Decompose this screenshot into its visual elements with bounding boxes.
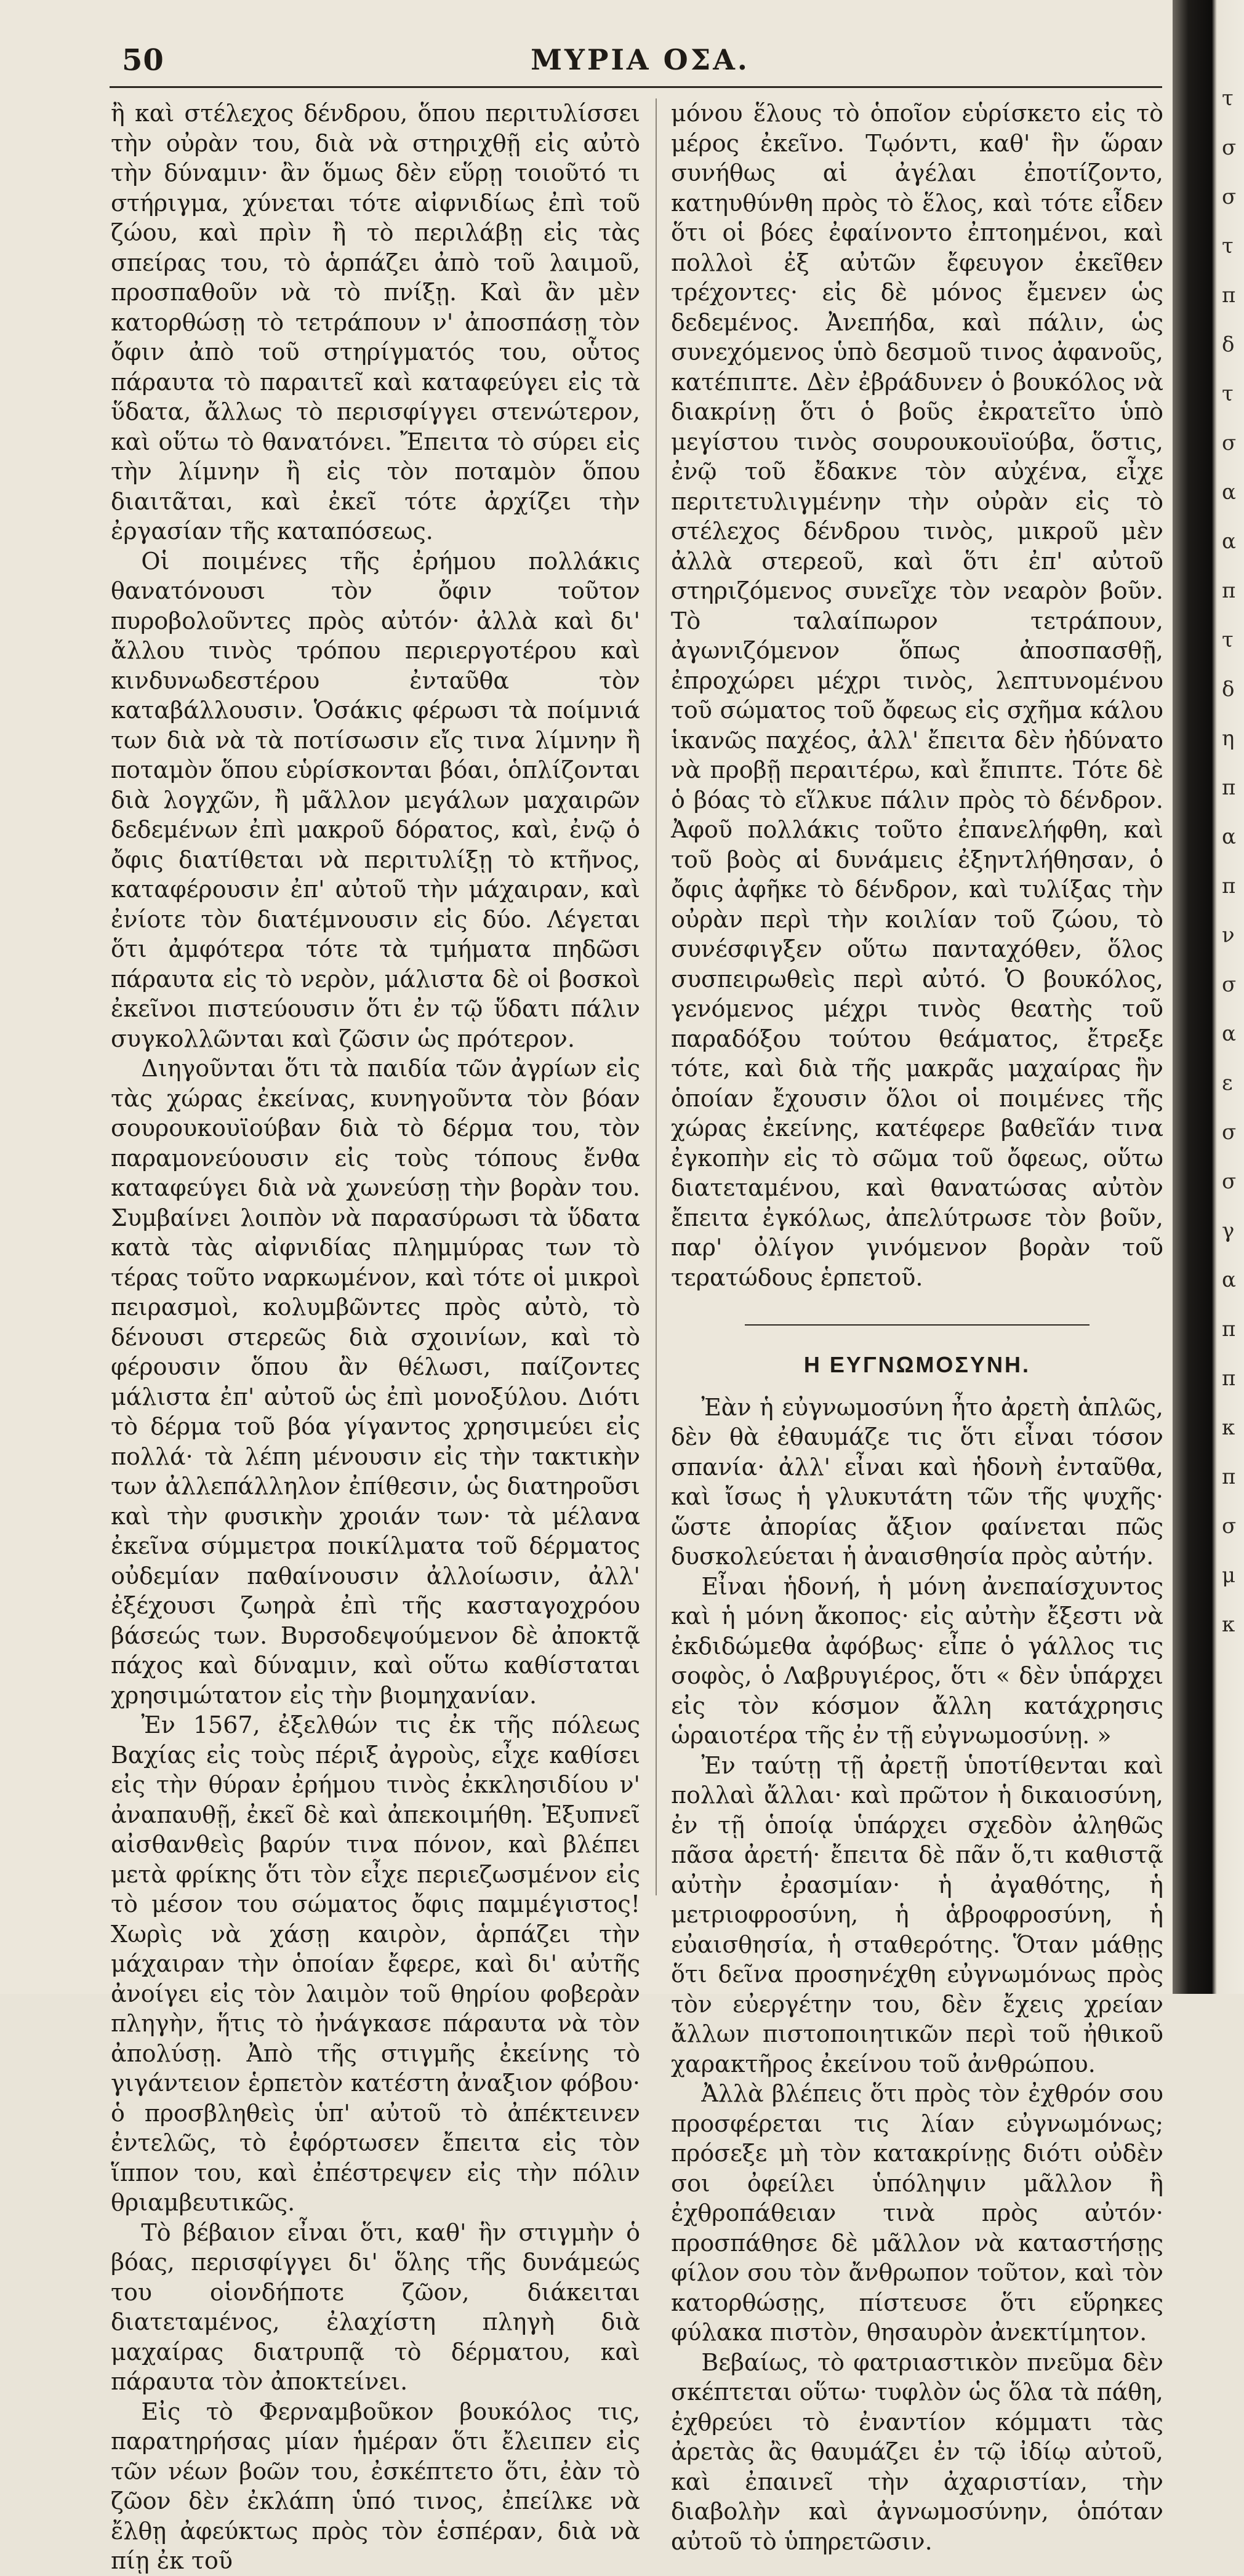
- paragraph: Διηγοῦνται ὅτι τὰ παιδία τῶν ἀγρίων εἰς τὰς χώρας ἐκείνας, κυνηγοῦντα τὸν βόαν σουρουκουϊούβαν διὰ τὸ δέρμα του, τὸν παραμονεύουσιν εἰς τοὺς τόπους ἔνθα καταφεύγει διὰ νὰ χωνεύσῃ τὴν βορὰν του. Συμβαίνει λοιπὸν νὰ παρασύρωσι τὰ ὕδατα κατὰ τὰς αἰφνιδίας πλημμύρας των τὸ τέρας τοῦτο ναρκωμένον, καὶ τότε οἱ μικροὶ πειρασμοὶ, κολυμβῶντες πρὸς αὐτὸ, τὸ δένουσι στερεῶς διὰ σχοινίων, καὶ τὸ φέρουσιν ὅπου ἂν θέλωσι, παίζοντες μάλιστα ἐπ' αὐτοῦ ὡς ἐπὶ μονοξύλου. Διότι τὸ δέρμα τοῦ βόα γίγαντος χρησιμεύει εἰς πολλά· τὰ λέπη μένουσιν εἰς τὴν τακτικὴν των ἀλλεπάλληλον ἐπίθεσιν, ὡς διατηροῦσι καὶ τὴν φυσικὴν χροιάν των· τὰ μέλανα ἐκεῖνα σύμμετρα ποικίλματα τοῦ δέρματος οὐδεμίαν παθαίνουσιν ἀλλοίωσιν, ἀλλ' ἐξέχουσι ζωηρὰ ἐπὶ τῆς κασταγοχρόου βάσεώς των. Βυρσοδεψούμενον δὲ ἀποκτᾷ πάχος καὶ δύναμιν, καὶ οὕτω καθίσταται χρησιμώτατον εἰς τὴν βιομηχανίαν.: [111, 1055, 640, 1709]
- paragraph: Ἀλλὰ βλέπεις ὅτι πρὸς τὸν ἐχθρόν σου προσφέρεται τις λίαν εὐγνωμόνως; πρόσεξε μὴ τὸν κατακρίνῃς διότι οὐδὲν σοι ὀφείλει ὑπόληψιν μᾶλλον ἢ ἐχθροπάθειαν τινὰ πρὸς αὐτόν· προσπάθησε δὲ μᾶλλον νὰ καταστήσῃς φίλον σου τὸν ἄνθρωπον τοῦτον, καὶ τὸν κατορθώσῃς, πίστευσε ὅτι εὕρηκες φύλακα πιστὸν, θησαυρὸν ἀνεκτίμητον.: [671, 2080, 1163, 2346]
- paragraph: ἢ καὶ στέλεχος δένδρου, ὅπου περιτυλίσσει τὴν οὐρὰν του, διὰ νὰ στηριχθῇ εἰς αὐτὸ τὴν δύναμιν· ἂν ὅμως δὲν εὕρῃ τοιοῦτό τι στήριγμα, χύνεται τότε αἰφνιδίως ἐπὶ τοῦ ζώου, καὶ πρὶν ἢ τὸ περιλάβῃ εἰς τὰς σπείρας του, τὸ ἁρπάζει ἀπὸ τοῦ λαιμοῦ, προσπαθοῦν νὰ τὸ πνίξῃ. Καὶ ἂν μὲν κατορθώσῃ τὸ τετράπουν ν' ἀποσπάσῃ τὸν ὄφιν ἀπὸ τοῦ στηρίγματός του, οὗτος πάραυτα τὸ παραιτεῖ καὶ καταφεύγει εἰς τὰ ὕδατα, ἄλλως τὸ περισφίγγει στενώτερον, καὶ οὕτω τὸ θανατόνει. Ἔπειτα τὸ σύρει εἰς τὴν λίμνην ἢ εἰς τὸν ποταμὸν ὅπου διαιτᾶται, καὶ ἐκεῖ τότε ἀρχίζει τὴν ἐργασίαν τῆς καταπόσεως.: [111, 100, 640, 545]
- paragraph: μόνου ἕλους τὸ ὁποῖον εὑρίσκετο εἰς τὸ μέρος ἐκεῖνο. Τῳόντι, καθ' ἣν ὥραν συνήθως αἱ ἀγέλαι ἐποτίζοντο, κατηυθύνθη πρὸς τὸ ἕλος, καὶ τότε εἶδεν ὅτι οἱ βόες ἐφαίνοντο ἐπτοημένοι, καὶ πολλοὶ ἐξ αὐτῶν ἔφευγον ἐκεῖθεν τρέχοντες· εἰς δὲ μόνος ἔμενεν ὡς δεδεμένος. Ἀνεπήδα, καὶ πάλιν, ὡς συνεχόμενος ὑπὸ δεσμοῦ τινος ἀφανοῦς, κατέπιπτε. Δὲν ἐβράδυνεν ὁ βουκόλος νὰ διακρίνῃ ὅτι ὁ βοῦς ἐκρατεῖτο ὑπὸ μεγίστου τινὸς σουρουκουϊούβα, ὅστις, ἐνῷ τοῦ ἔδακνε τὸν αὐχένα, εἶχε περιτετυλιγμένην τὴν οὐρὰν εἰς τὸ στέλεχος δένδρου τινὸς, μικροῦ μὲν ἀλλὰ στερεοῦ, καὶ ὅτι ἐπ' αὐτοῦ στηριζόμενος συνεῖχε τὸν νεαρὸν βοῦν. Τὸ ταλαίπωρον τετράπουν, ἀγωνιζόμενον ὅπως ἀποσπασθῇ, ἐπροχώρει μέχρι τινὸς, λεπτυνομένου τοῦ σώματος τοῦ ὄφεως εἰς σχῆμα κάλου ἱκανῶς παχέος, ἀλλ' ἔπειτα δὲν ἠδύνατο νὰ προβῇ περαιτέρω, καὶ ἔπιπτε. Τότε δὲ ὁ βόας τὸ εἵλκυε πάλιν πρὸς τὸ δένδρον. Ἀφοῦ πολλάκις τοῦτο ἐπανελήφθη, καὶ τοῦ βοὸς αἱ δυνάμεις ἐξηντλήθησαν, ὁ ὄφις ἀφῆκε τὸ δένδρον, καὶ τυλίξας τὴν οὐρὰν περὶ τὴν κοιλίαν τοῦ ζώου, τὸ συνέσφιγξεν οὕτω πανταχόθεν, ὅλος συσπειρωθεὶς περὶ αὐτό. Ὁ βουκόλος, γενόμενος μέχρι τινὸς θεατὴς τοῦ παραδόξου τούτου θεάματος, ἔτρεξε τότε, καὶ διὰ τῆς μακρᾶς μαχαίρας ἣν ὁποίαν ἔχουσιν ὅλοι οἱ ποιμένες τῆς χώρας ἐκείνης, κατέφερε βαθεῖάν τινα ἐγκοπὴν εἰς τὸ σῶμα τοῦ ὄφεως, οὕτω διατεταμένου, καὶ θανατώσας αὐτὸν ἔπειτα ἐγκόλως, ἀπελύτρωσε τὸν βοῦν, παρ' ὀλίγον γινόμενον βορὰν τοῦ τερατώδους ἑρπετοῦ.: [671, 100, 1163, 1291]
- paragraph: Ἐν 1567, ἐξελθών τις ἐκ τῆς πόλεως Βαχίας εἰς τοὺς πέριξ ἀγροὺς, εἶχε καθίσει εἰς τὴν θύραν ἐρήμου τινὸς ἐκκλησιδίου ν' ἀναπαυθῇ, ἐκεῖ δὲ καὶ ἀπεκοιμήθη. Ἐξυπνεῖ αἰσθανθεὶς βαρύν τινα πόνον, καὶ βλέπει μετὰ φρίκης ὅτι τὸν εἶχε περιεζωσμένον εἰς τὸ μέσον του σώματος ὄφις παμμέγιστος! Χωρὶς νὰ χάσῃ καιρὸν, ἁρπάζει τὴν μάχαιραν τὴν ὁποίαν ἔφερε, καὶ δι' αὐτῆς ἀνοίγει εἰς τὸν λαιμὸν τοῦ θηρίου φοβερὰν πληγὴν, ἥτις τὸ ἠνάγκασε πάραυτα νὰ τὸν ἀπολύσῃ. Ἀπὸ τῆς στιγμῆς ἐκείνης τὸ γιγάντειον ἑρπετὸν κατέστη ἀναξιον φόβου· ὁ προσβληθεὶς ὑπ' αὐτοῦ τὸ ἀπέκτεινεν ἐντελῶς, τὸ ἐφόρτωσεν ἔπειτα εἰς τὸν ἵππον του, καὶ ἐπέστρεψεν εἰς τὴν πόλιν θριαμβευτικῶς.: [111, 1711, 640, 2216]
- page-number: 50: [122, 43, 164, 78]
- paragraph: Εἰς τὸ Φερναμβοῦκον βουκόλος τις, παρατηρήσας μίαν ἡμέραν ὅτι ἔλειπεν εἰς τῶν νέων βοῶν του, ἐσκέπτετο ὅτι, ἐὰν τὸ ζῶον δὲν ἐκλάπη ὑπό τινος, ἐπείλκε νὰ ἔλθῃ ἀφεύκτως πρὸς τὸν ἑσπέραν, διὰ νὰ πίῃ ἐκ τοῦ: [111, 2398, 640, 2574]
- paragraph: Εἶναι ἡδονή, ἡ μόνη ἀνεπαίσχυντος καὶ ἡ μόνη ἄκοπος· εἰς αὐτὴν ἔξεστι νὰ ἐκδιδώμεθα ἀφόβως· εἶπε ὁ γάλλος τις σοφὸς, ὁ Λαβρυγιέρος, ὅτι « δὲν ὑπάρχει εἰς τὸν κόσμον ἄλλη κατάχρησις ὡραιοτέρα τῆς ἐν τῇ εὐγνωμοσύνῃ. »: [671, 1572, 1163, 1749]
- section-rule: [745, 1324, 1090, 1326]
- paragraph: Ἐν ταύτῃ τῇ ἀρετῇ ὑποτίθενται καὶ πολλαὶ ἄλλαι· καὶ πρῶτον ἡ δικαιοσύνη, ἐν τῇ ὁποίᾳ ὑπάρχει σχεδὸν ἀληθῶς πᾶσα ἀρετή· ἔπειτα δὲ πᾶν ὅ,τι καθιστᾷ αὐτὴν ἐρασμίαν· ἡ ἀγαθότης, ἡ μετριοφροσύνη, ἡ ἁβροφροσύνη, ἡ εὐαισθησία, ἡ σταθερότης. Ὅταν μάθῃς ὅτι δεῖνα προσηνέχθη εὐγνωμόνως πρὸς τὸν εὐεργέτην του, δὲν ἔχεις χρείαν ἄλλων πιστοποιητικῶν περὶ τοῦ ἠθικοῦ χαρακτῆρος ἐκείνου τοῦ ἀνθρώπου.: [671, 1751, 1163, 2078]
- running-title: ΜΥΡΙΑ ΟΣΑ.: [531, 43, 750, 76]
- page-header: [117, 43, 1163, 80]
- right-column: [671, 98, 1163, 2556]
- section-title: Η ΕΥΓΝΩΜΟΣΥΝΗ.: [803, 1352, 1031, 1377]
- next-page-fragments: τ σ σ τ π δ τ σ α α π τ δ η π α π ν σ α ε σ σ γ α π π κ π σ μ κ: [1222, 86, 1237, 1637]
- column-divider: [656, 98, 657, 1895]
- paragraph: Ἐὰν ἡ εὐγνωμοσύνη ἦτο ἀρετὴ ἁπλῶς, δὲν θὰ ἐθαυμάζε τις ὅτι εἶναι τόσον σπανία· ἀλλ' εἶναι καὶ ἡδονὴ ἐνταῦθα, καὶ ἴσως ἡ γλυκυτάτη τῶν τῆς ψυχῆς· ὥστε ἀπορίας ἄξιον φαίνεται πῶς δυσκολεύεται ἡ ἀναισθησία πρὸς αὐτήν.: [671, 1393, 1163, 1570]
- paragraph: Οἱ ποιμένες τῆς ἐρήμου πολλάκις θανατόνουσι τὸν ὄφιν τοῦτον πυροβολοῦντες πρὸς αὐτόν· ἀλλὰ καὶ δι' ἄλλου τινὸς τρόπου περιεργοτέρου καὶ κινδυνωδεστέρου ἐνταῦθα τὸν καταβάλλουσιν. Ὁσάκις φέρωσι τὰ ποίμνιά των διὰ νὰ τὰ ποτίσωσιν εἴς τινα λίμνην ἢ ποταμὸν ὅπου εὑρίσκονται βόαι, ὁπλίζονται διὰ λογχῶν, ἢ μᾶλλον μεγάλων μαχαιρῶν δεδεμένων ἐπὶ μακροῦ δόρατος, καὶ, ἐνῷ ὁ ὄφις διατίθεται νὰ περιτυλίξῃ τὸ κτῆνος, καταφέρουσιν ἐπ' αὐτοῦ τὴν μάχαιραν, καὶ ἐνίοτε τὸν διατέμνουσιν εἰς δύο. Λέγεται ὅτι ἀμφότερα τότε τὰ τμήματα πηδῶσι πάραυτα εἰς τὸ νερὸν, μάλιστα δὲ οἱ βοσκοὶ ἐκεῖνοι πιστεύουσιν ὅτι ἐν τῷ ὕδατι πάλιν συγκολλῶνται καὶ ζῶσιν ὡς πρότερον.: [111, 547, 640, 1052]
- paragraph: Τὸ βέβαιον εἶναι ὅτι, καθ' ἣν στιγμὴν ὁ βόας, περισφίγγει δι' ὅλης τῆς δυνάμεώς του οἱονδήποτε ζῶον, διάκειται διατεταμένος, ἐλαχίστη πληγὴ διὰ μαχαίρας διατρυπᾷ τὸ δέρματου, καὶ πάραυτα τὸν ἀποκτείνει.: [111, 2218, 640, 2395]
- paragraph: Βεβαίως, τὸ φατριαστικὸν πνεῦμα δὲν σκέπτεται οὕτω· τυφλὸν ὡς ὅλα τὰ πάθη, ἐχθρεύει τὸ ἐναντίον κόμματι τὰς ἀρετὰς ἂς θαυμάζει ἐν τῷ ἰδίῳ αὐτοῦ, καὶ ἐπαινεῖ τὴν ἀχαριστίαν, τὴν διαβολὴν καὶ ἀγνωμοσύνην, ὁπόταν αὐτοῦ τὸ ὑπηρετῶσιν.: [671, 2348, 1163, 2555]
- left-column: [111, 98, 640, 2576]
- header-rule: [110, 86, 1162, 88]
